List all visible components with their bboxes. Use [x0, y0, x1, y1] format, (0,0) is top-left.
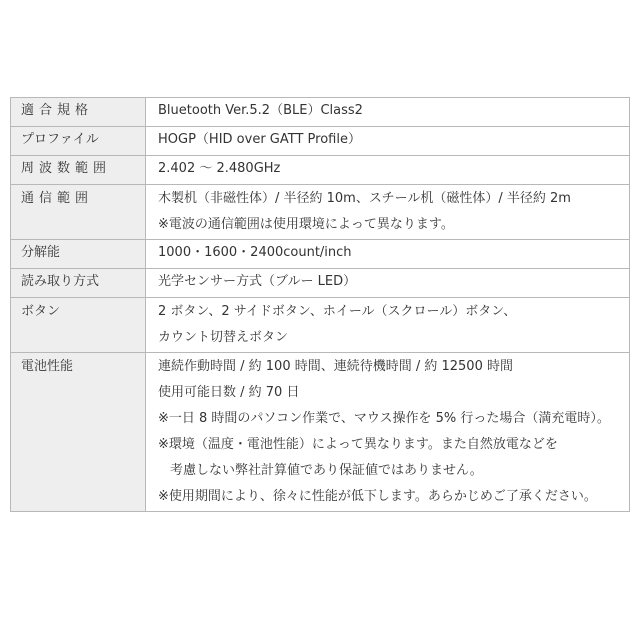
spec-row-range [11, 185, 630, 240]
spec-row-sensor [11, 269, 630, 298]
spec-value-line: 使用可能日数 / 約 70 日 [158, 385, 300, 400]
spec-label: 通信範囲 [11, 185, 146, 240]
spec-label: 適合規格 [11, 98, 146, 127]
spec-row-profile [11, 127, 630, 156]
spec-value-line: 光学センサー方式（ブルー LED） [158, 274, 357, 289]
spec-value-line: 考慮しない弊社計算値であり保証値ではありません。 [170, 463, 483, 478]
spec-table [10, 97, 630, 512]
spec-label: 周波数範囲 [11, 156, 146, 185]
spec-label: 電池性能 [11, 353, 146, 512]
spec-value-line: 1000・1600・2400count/inch [158, 245, 352, 260]
spec-value-line: Bluetooth Ver.5.2（BLE）Class2 [158, 103, 363, 118]
spec-value-line: カウント切替えボタン [158, 330, 289, 345]
spec-value [146, 156, 630, 185]
spec-value-line: 2 ボタン、2 サイドボタン、ホイール（スクロール）ボタン、 [158, 304, 517, 319]
spec-row-battery [11, 353, 630, 512]
spec-value-line: ※一日 8 時間のパソコン作業で、マウス操作を 5% 行った場合（満充電時）。 [158, 411, 610, 426]
spec-label: プロファイル [11, 127, 146, 156]
spec-value [146, 185, 630, 240]
spec-row-buttons [11, 298, 630, 353]
spec-value-line: 2.402 ～ 2.480GHz [158, 161, 281, 176]
spec-value-line: HOGP（HID over GATT Profile） [158, 132, 361, 147]
spec-row-standard [11, 98, 630, 127]
spec-value [146, 240, 630, 269]
spec-value [146, 127, 630, 156]
spec-value [146, 269, 630, 298]
spec-row-resolution [11, 240, 630, 269]
spec-value [146, 298, 630, 353]
spec-label: 読み取り方式 [11, 269, 146, 298]
spec-value-line: 木製机（非磁性体）/ 半径約 10m、スチール机（磁性体）/ 半径約 2m [158, 191, 571, 206]
spec-value-line: ※環境（温度・電池性能）によって異なります。また自然放電などを [158, 437, 558, 452]
spec-value-line: 連続作動時間 / 約 100 時間、連続待機時間 / 約 12500 時間 [158, 359, 513, 374]
spec-row-frequency [11, 156, 630, 185]
spec-value [146, 353, 630, 512]
spec-value [146, 98, 630, 127]
spec-value-line: ※電波の通信範囲は使用環境によって異なります。 [158, 217, 454, 232]
spec-value-line: ※使用期間により、徐々に性能が低下します。あらかじめご了承ください。 [158, 489, 597, 504]
spec-label: ボタン [11, 298, 146, 353]
spec-label: 分解能 [11, 240, 146, 269]
